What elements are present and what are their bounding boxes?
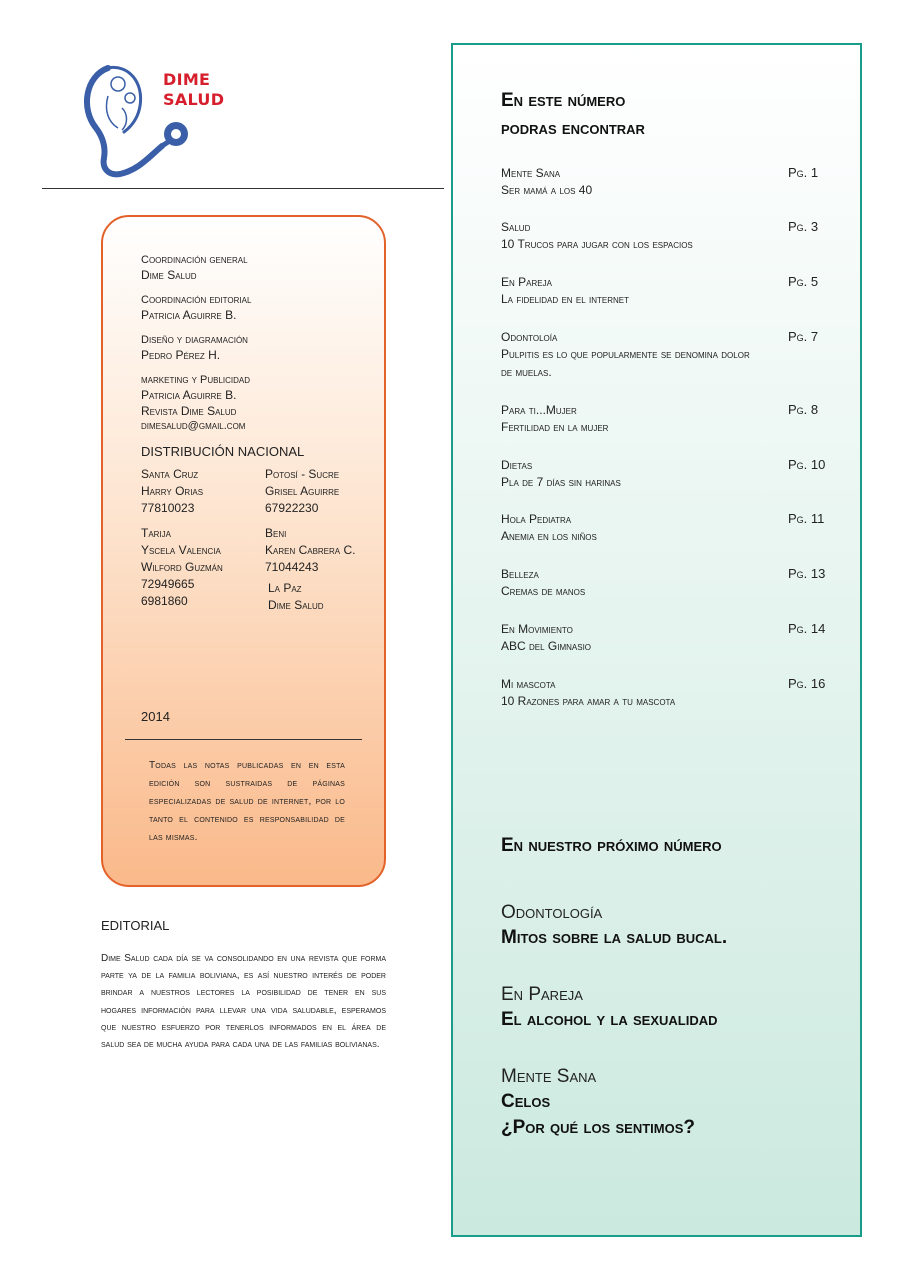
distribution-entry: Dime Salud <box>268 598 324 612</box>
toc-page: Pg. 7 <box>788 329 819 344</box>
toc-item[interactable] <box>501 219 831 253</box>
toc-description: Ser mamá a los 40 <box>501 183 593 197</box>
distribution-entry: 6981860 <box>141 594 188 608</box>
next-issue-section: En Pareja <box>501 984 583 1005</box>
toc-item[interactable] <box>501 676 831 710</box>
toc-page: Pg. 10 <box>788 457 826 472</box>
toc-page: Pg. 13 <box>788 566 826 581</box>
credit-value: Patricia Aguirre B. <box>141 308 237 322</box>
credit-label: Coordinación general <box>141 254 248 266</box>
toc-item[interactable] <box>501 402 831 436</box>
distribution-entry: Wilford Guzmán <box>141 560 223 574</box>
toc-section: Para ti...Mujer <box>501 403 577 417</box>
toc-section: Belleza <box>501 567 539 581</box>
toc-description: La fidelidad en el internet <box>501 292 630 306</box>
toc-section: En Pareja <box>501 275 552 289</box>
contact-email[interactable]: dimesalud@gmail.com <box>141 420 246 432</box>
distribution-entry: Beni <box>265 526 287 540</box>
credits-divider <box>125 739 362 740</box>
toc-item[interactable] <box>501 621 831 655</box>
brand-name <box>163 70 224 110</box>
toc-page: Pg. 5 <box>788 274 819 289</box>
distribution-entry: Grisel Aguirre <box>265 484 340 498</box>
distribution-entry: Harry Orias <box>141 484 204 498</box>
toc-heading-line2: podras encontrar <box>501 118 645 139</box>
toc-item[interactable] <box>501 329 831 381</box>
toc-page: Pg. 14 <box>788 621 826 636</box>
toc-section: Mi mascota <box>501 677 556 691</box>
toc-section: Odontoloía <box>501 330 558 344</box>
toc-section: Hola Pediatra <box>501 512 572 526</box>
toc-section: Dietas <box>501 458 533 472</box>
distribution-entry: Potosí - Sucre <box>265 467 340 481</box>
distribution-entry: Tarija <box>141 526 172 540</box>
toc-page: Pg. 11 <box>788 511 825 526</box>
editorial-title: EDITORIAL <box>101 918 170 933</box>
credits-box <box>101 215 386 887</box>
magazine-name: Revista Dime Salud <box>141 404 237 418</box>
distribution-entry: 71044243 <box>265 560 319 574</box>
toc-section: Mente Sana <box>501 166 561 180</box>
toc-item[interactable] <box>501 566 831 600</box>
next-issue-section: Mente Sana <box>501 1066 597 1087</box>
next-issue-item <box>501 901 727 951</box>
credit-value: Dime Salud <box>141 268 197 282</box>
next-issue-section: Odontología <box>501 902 603 923</box>
brand-logo <box>78 62 238 180</box>
next-issue-heading: En nuestro próximo número <box>501 835 722 856</box>
contents-panel <box>451 43 862 1237</box>
toc-description: Pla de 7 días sin harinas <box>501 475 621 489</box>
toc-heading <box>501 87 645 143</box>
next-issue-title: El alcohol y la sexualidad <box>501 1009 718 1030</box>
distribution-title: DISTRIBUCIÓN NACIONAL <box>141 444 305 459</box>
toc-heading-line1: En este número <box>501 90 626 111</box>
toc-item[interactable] <box>501 457 831 491</box>
toc-description: Fertilidad en la mujer <box>501 420 609 434</box>
disclaimer-note: Todas las notas publicadas en en esta edición son sustraidas de páginas especializadas de salud de internet, por lo tanto el contenido es responsabilidad de las mismas. <box>149 760 345 843</box>
toc-page: Pg. 8 <box>788 402 819 417</box>
distribution-entry: 67922230 <box>265 501 319 515</box>
brand-line1: DIME <box>163 70 211 89</box>
distribution-left-column <box>141 466 223 610</box>
credits-list <box>141 253 381 646</box>
distribution-entry: Yscela Valencia <box>141 543 221 557</box>
toc-item[interactable] <box>501 165 831 199</box>
toc-description: Cremas de manos <box>501 584 586 598</box>
credit-label: marketing y Publicidad <box>141 374 251 386</box>
distribution-entry: Karen Cabrera C. <box>265 543 356 557</box>
credit-value: Pedro Pérez H. <box>141 348 221 362</box>
toc-section: En Movimiento <box>501 622 573 636</box>
toc-description: Anemia en los niños <box>501 529 597 543</box>
toc-description: 10 Trucos para jugar con los espacios <box>501 237 693 251</box>
credit-coord-editorial <box>141 293 381 323</box>
toc-description: 10 Razones para amar a tu mascota <box>501 694 676 708</box>
credit-design <box>141 333 381 363</box>
credit-coord-general <box>141 253 381 283</box>
edition-year: 2014 <box>141 709 170 724</box>
credit-label: Coordinación editorial <box>141 294 252 306</box>
brand-line2: SALUD <box>163 90 225 109</box>
distribution-entry: 77810023 <box>141 501 195 515</box>
next-issue-subtitle: ¿Por qué los sentimos? <box>501 1117 696 1138</box>
next-issue-title: Mitos sobre la salud bucal. <box>501 927 728 948</box>
header-divider <box>42 188 444 189</box>
toc-page: Pg. 3 <box>788 219 819 234</box>
toc-description: Pulpitis es lo que popularmente se denomina dolor de muelas. <box>501 347 750 379</box>
toc-page: Pg. 16 <box>788 676 826 691</box>
distribution-grid <box>141 466 381 646</box>
editorial-body: Dime Salud cada día se va consolidando en una revista que forma parte ya de la familia boliviana, es así nuestro interés de poder brindar a nuestros lectores la posibilidad de tener en sus hogares información para llevar una vida saludable, esperamos que nuestro esfuerzo por tenerlos informados en el área de salud sea de mucha ayuda para cada una de las familias bolivianas. <box>101 953 386 1051</box>
toc-item[interactable] <box>501 511 831 545</box>
toc-section: Salud <box>501 220 531 234</box>
distribution-right-column <box>265 466 355 614</box>
toc-item[interactable] <box>501 274 831 308</box>
next-issue-title: Celos <box>501 1091 551 1112</box>
credit-label: Diseño y diagramación <box>141 334 248 346</box>
next-issue-item <box>501 983 718 1033</box>
credit-value: Patricia Aguirre B. <box>141 388 237 402</box>
toc-description: ABC del Gimnasio <box>501 639 592 653</box>
distribution-entry: 72949665 <box>141 577 195 591</box>
next-issue-item <box>501 1065 695 1141</box>
distribution-entry: Santa Cruz <box>141 467 199 481</box>
distribution-entry: La Paz <box>268 581 302 595</box>
credit-marketing <box>141 373 381 433</box>
toc-page: Pg. 1 <box>788 165 819 180</box>
